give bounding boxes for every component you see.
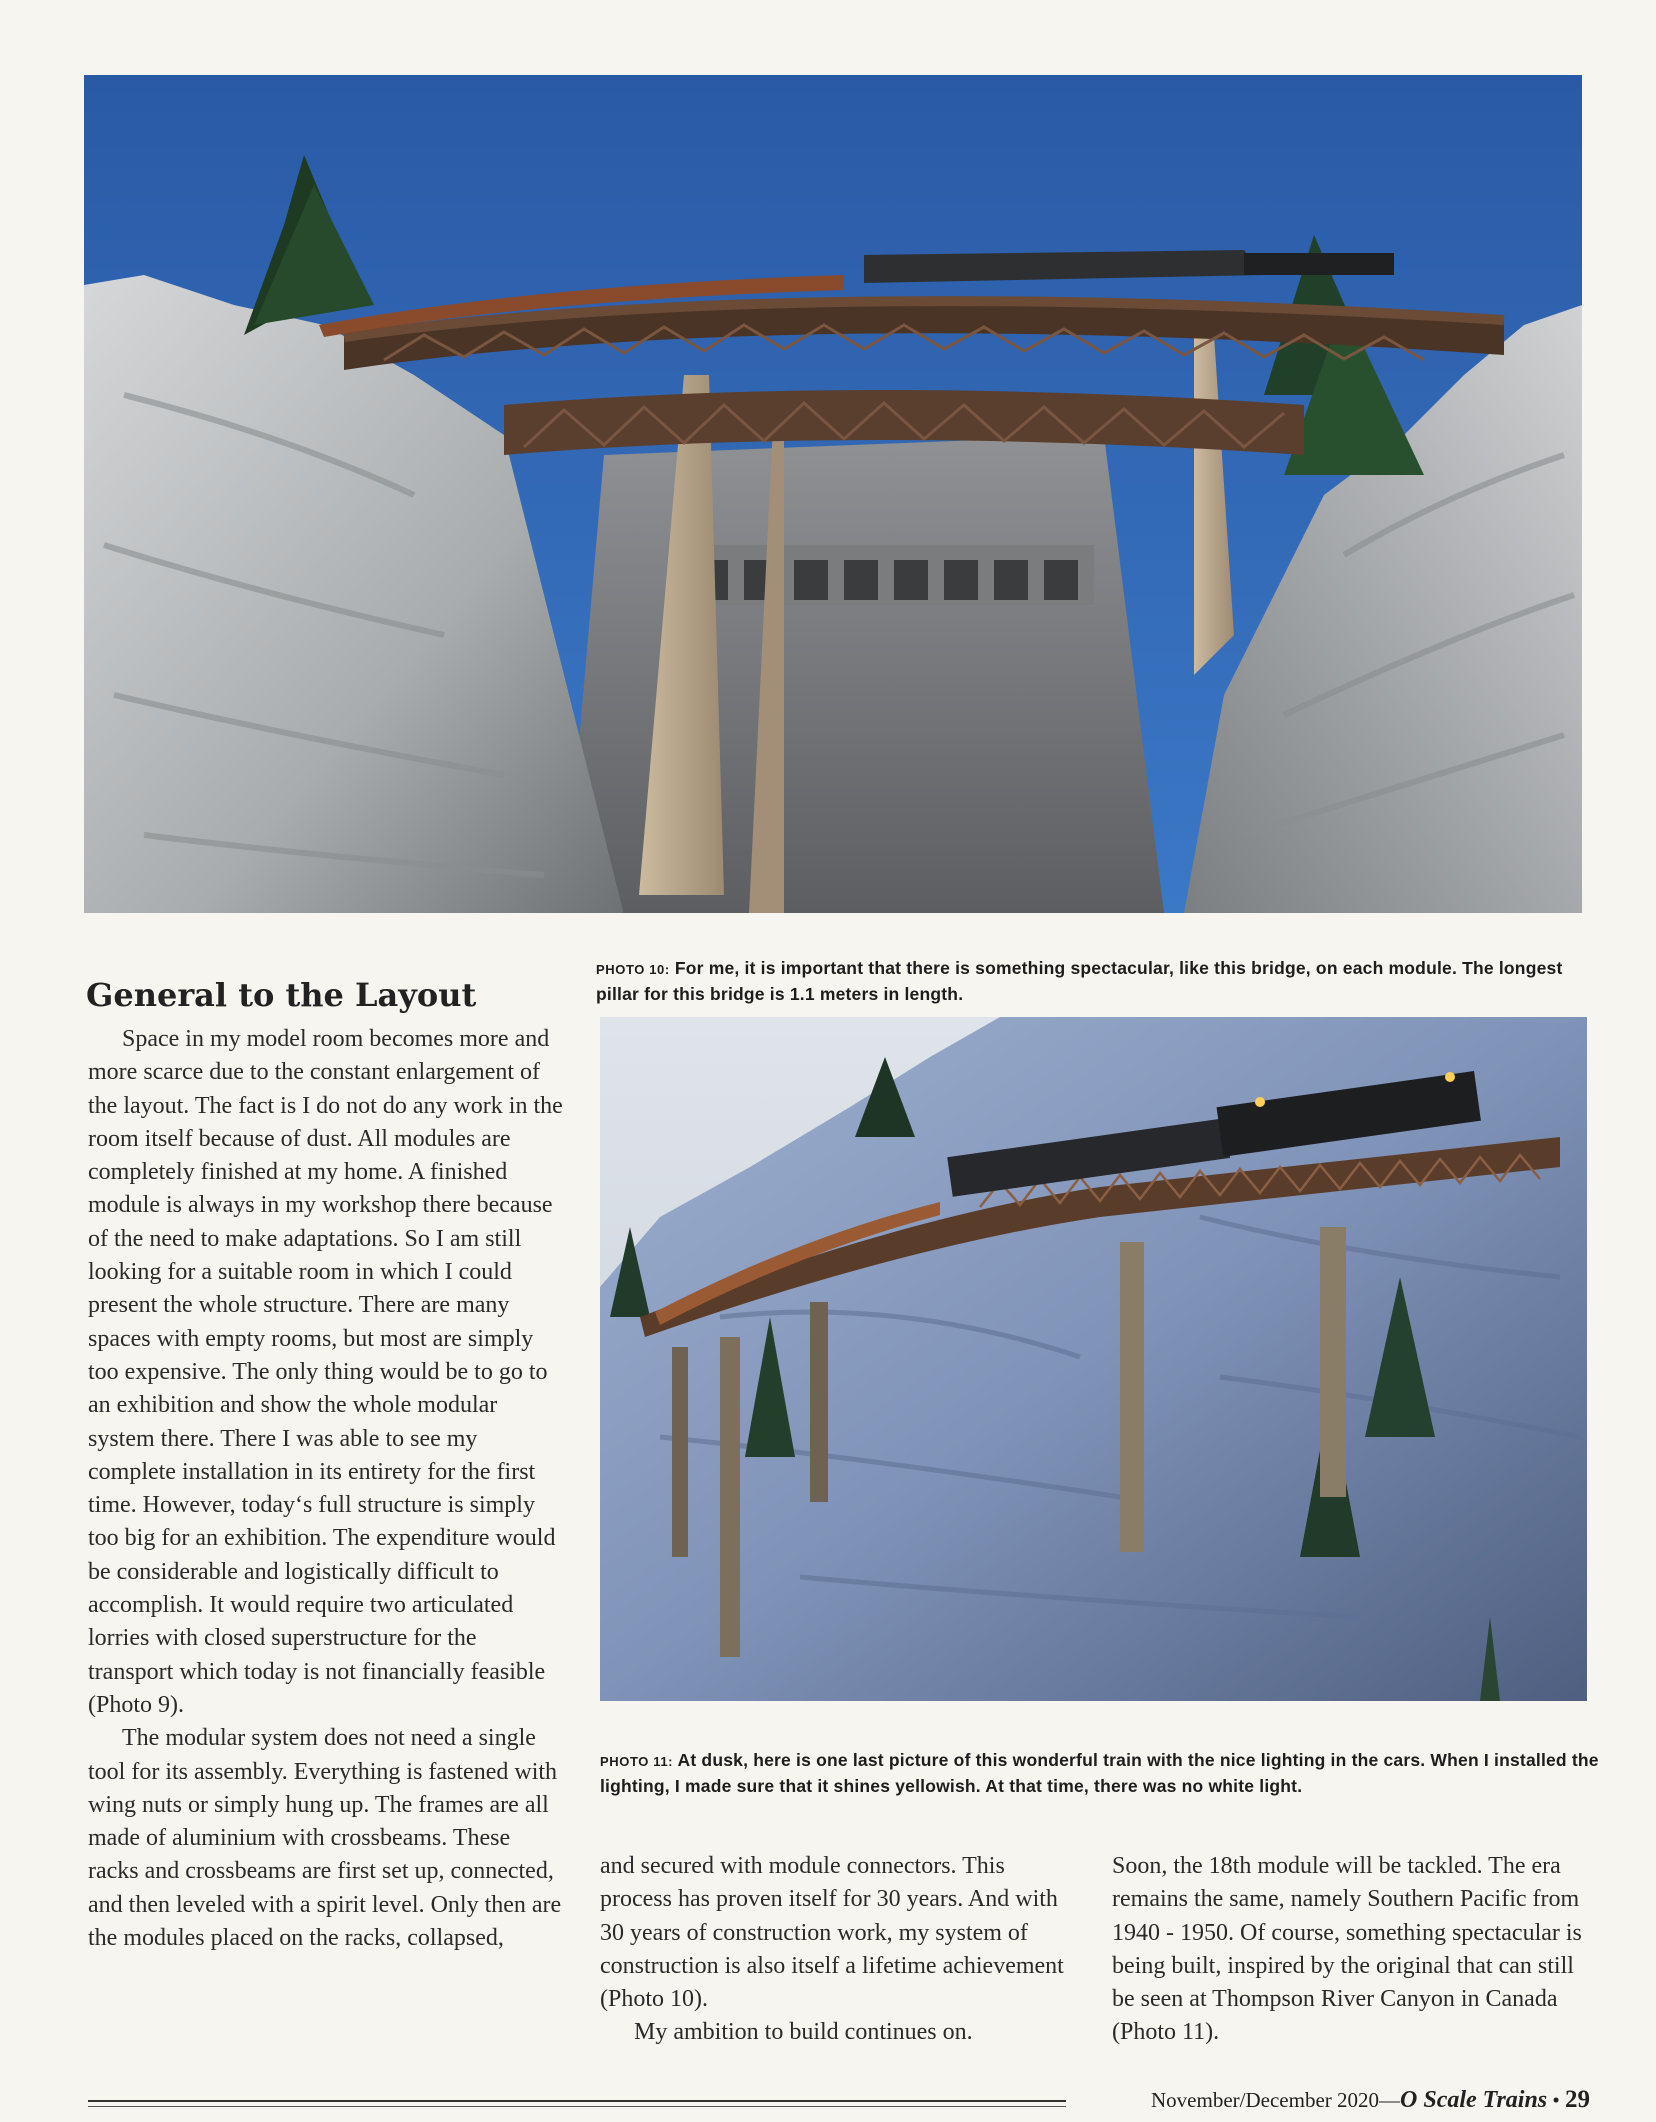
footer-rule-thin	[88, 2106, 1066, 2107]
paragraph-4: Soon, the 18th module will be tackled. The era remains the same, namely Southern Pacific from 1940 - 1950. Of course, something spectacular is being built, inspired by the original that can still be seen at Thompson River Canyon in Canada (Photo 11).	[1112, 1853, 1582, 2046]
caption-text: At dusk, here is one last picture of this wonderful train with the nice lighting in the cars. When I installed the lighting, I made sure that it shines yellowish. At that time, there was no white light.	[600, 1749, 1599, 1796]
column-2	[600, 1850, 1080, 2050]
dusk-bridge-photo-illustration	[600, 1017, 1587, 1701]
caption-tag: PHOTO 11:	[600, 1753, 674, 1769]
caption-tag: PHOTO 10:	[596, 961, 670, 977]
caption-text: For me, it is important that there is something spectacular, like this bridge, on each module. The longest pillar for this bridge is 1.1 meters in length.	[596, 957, 1563, 1004]
photo10-caption	[596, 956, 1596, 1007]
paragraph-2: The modular system does not need a single tool for its assembly. Everything is fastened with wing nuts or simply hung up. The frames are all made of aluminium with crossbeams. These racks and crossbeams are first set up, connected, and then leveled with a spirit level. Only then are the modules placed on the racks, collapsed,	[88, 1725, 562, 1952]
paragraph-1: Space in my model room becomes more and more scarce due to the constant enlargement of the layout. The fact is I do not do any work in the room itself because of dust. All modules are completely finished at my home. A finished module is always in my workshop there because of the need to make adaptations. So I am still looking for a suitable room in which I could present the whole structure. There are many spaces with empty rooms, but most are simply too expensive. The only thing would be to go to an exhibition and show the whole modular system there. There I was able to see my complete installation in its entirety for the first time. However, today‘s full structure is simply too big for an exhibition. The expenditure would be considerable and logistically difficult to accomplish. It would require two articulated lorries with closed superstructure for the transport which today is not financially feasible (Photo 9).	[88, 1026, 563, 1718]
page-number: 29	[1565, 2086, 1590, 2113]
paragraph-3: My ambition to build continues on.	[634, 2019, 973, 2046]
page-footer	[1151, 2086, 1590, 2114]
bridge-photo-illustration	[84, 75, 1582, 913]
magazine-title: O Scale Trains	[1400, 2087, 1548, 2113]
footer-dash: —	[1379, 2088, 1401, 2112]
photo-bridge-upview	[84, 75, 1582, 913]
paragraph-2-continued: and secured with module connectors. This process has proven itself for 30 years. And with 30 years of construction work, my system of construction is also itself a lifetime achievement (Photo 10).	[600, 1853, 1064, 2013]
photo11-caption	[600, 1748, 1600, 1799]
footer-bullet: •	[1547, 2088, 1565, 2112]
column-3	[1112, 1850, 1590, 2050]
photo-bridge-dusk	[600, 1017, 1587, 1701]
issue-date: November/December 2020	[1151, 2088, 1380, 2112]
footer-rule	[88, 2100, 1066, 2102]
column-1	[88, 1023, 566, 1955]
section-heading: General to the Layout	[86, 976, 477, 1014]
